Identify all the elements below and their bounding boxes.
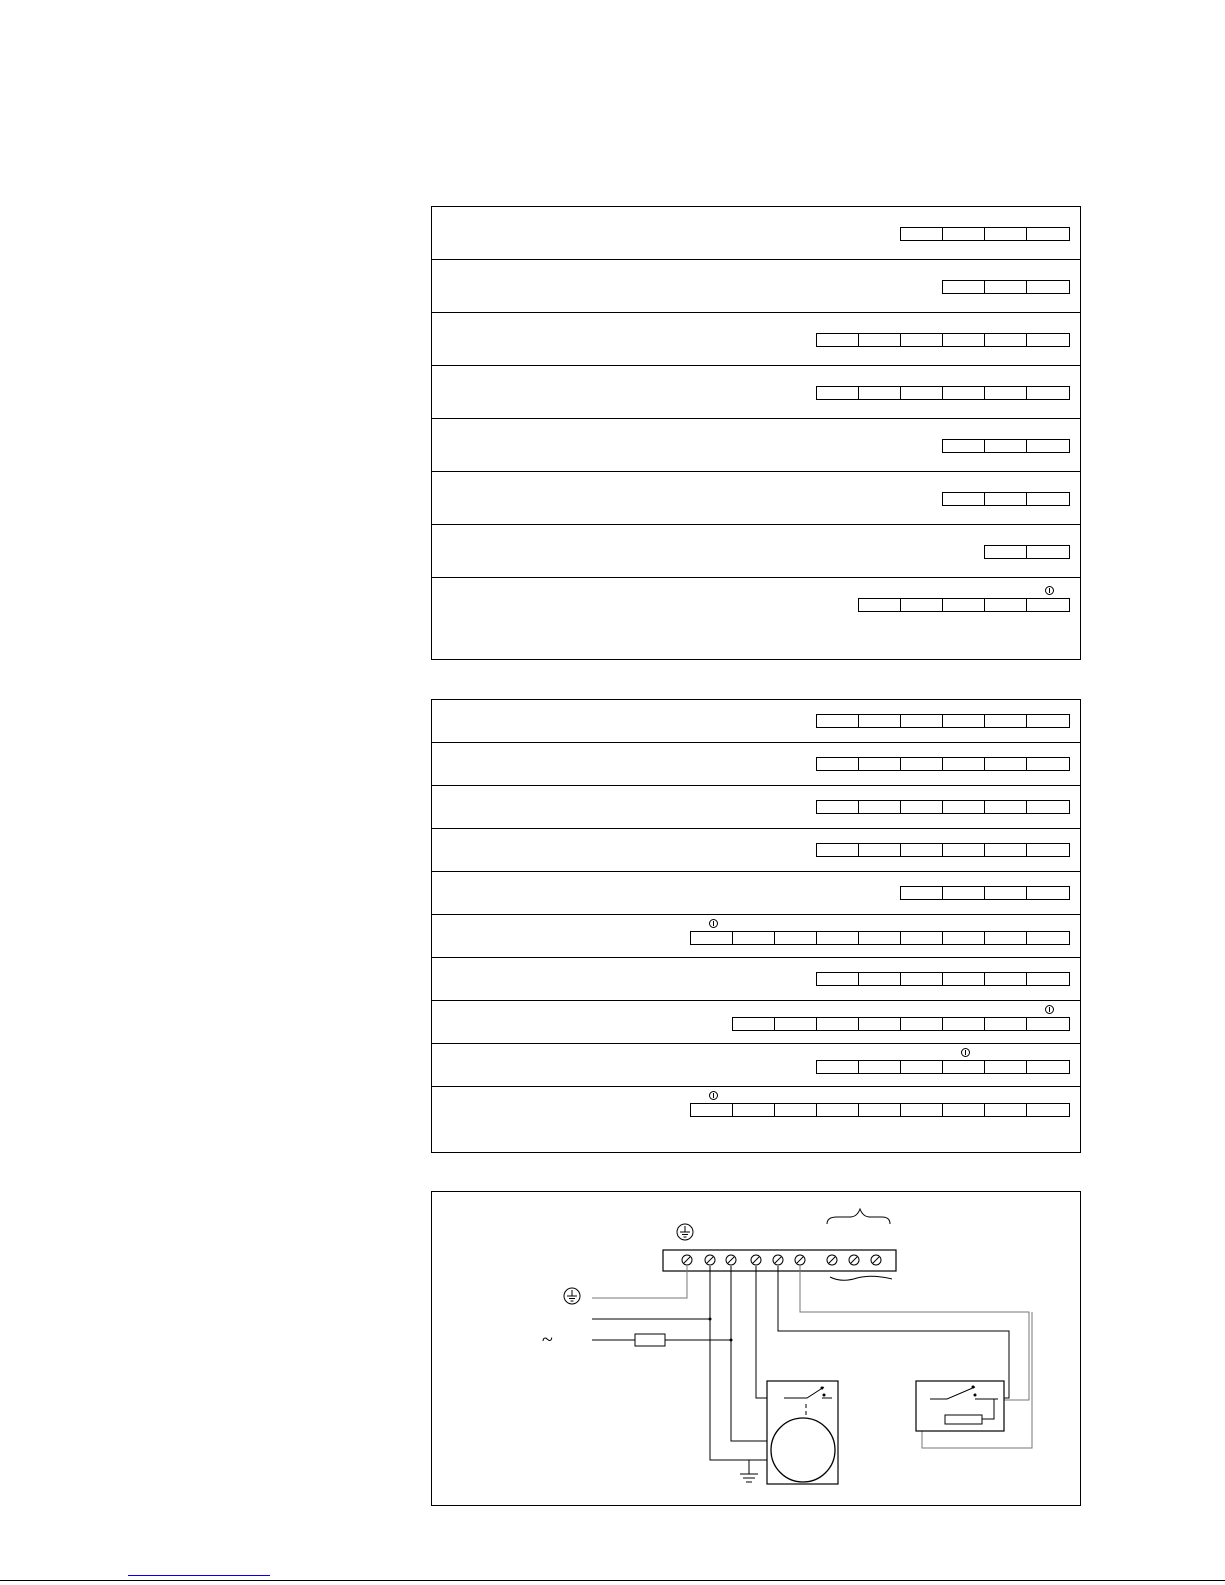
value-grid: [858, 598, 1070, 612]
spec-row: [432, 525, 1080, 578]
grid-cell: [901, 715, 943, 727]
value-grid: [816, 386, 1070, 400]
value-grid: [816, 333, 1070, 347]
value-grid: [984, 545, 1070, 559]
grid-cell: [859, 801, 901, 813]
grid-cell: [1027, 281, 1069, 293]
value-grid: [690, 1103, 1070, 1117]
grid-cell: [817, 387, 859, 399]
value-grid: [942, 439, 1070, 453]
grid-cell: [985, 887, 1027, 899]
grid-cell: [859, 758, 901, 770]
motor-ground-icon: [740, 1460, 758, 1482]
grid-cell: [859, 844, 901, 856]
grid-cell: [1027, 1104, 1069, 1116]
grid-cell: [859, 599, 901, 611]
grid-cell: [1027, 546, 1069, 558]
value-grid: [816, 757, 1070, 771]
spec-row: [432, 472, 1080, 525]
grid-cell: [943, 973, 985, 985]
grid-cell: [1027, 844, 1069, 856]
grid-cell: [775, 1018, 817, 1030]
grid-cell: [985, 228, 1027, 240]
specification-table-2: [431, 699, 1081, 1153]
grid-cell: [817, 715, 859, 727]
grid-cell: [1027, 493, 1069, 505]
grid-cell: [943, 715, 985, 727]
grid-cell: [817, 334, 859, 346]
value-grid: [900, 886, 1070, 900]
spec-row: [432, 313, 1080, 366]
grid-cell: [985, 334, 1027, 346]
spec-row: [432, 366, 1080, 419]
grid-cell: [1027, 387, 1069, 399]
grid-cell: [1027, 758, 1069, 770]
value-grid: [900, 227, 1070, 241]
grid-cell: [985, 973, 1027, 985]
terminal-screw-icon: [795, 1255, 805, 1265]
grid-cell: [985, 715, 1027, 727]
grid-cell: [985, 387, 1027, 399]
value-grid: [942, 492, 1070, 506]
grid-cell: [943, 1104, 985, 1116]
grid-cell: [817, 932, 859, 944]
marker-icon: [1045, 586, 1054, 595]
grid-cell: [901, 1061, 943, 1073]
grid-cell: [901, 387, 943, 399]
grid-cell: [1027, 715, 1069, 727]
grid-cell: [943, 801, 985, 813]
specification-table-1: [431, 206, 1081, 660]
value-grid: [690, 931, 1070, 945]
grid-cell: [859, 334, 901, 346]
value-grid: [816, 800, 1070, 814]
grid-cell: [733, 1104, 775, 1116]
fuse-icon: [635, 1334, 665, 1346]
grid-cell: [1027, 801, 1069, 813]
value-grid: [816, 714, 1070, 728]
spec-row: [432, 872, 1080, 915]
grid-cell: [901, 334, 943, 346]
grid-cell: [943, 387, 985, 399]
terminal-screw-icon: [682, 1255, 692, 1265]
spec-row: [432, 578, 1080, 657]
grid-cell: [1027, 440, 1069, 452]
spec-row: [432, 1044, 1080, 1087]
value-grid: [816, 843, 1070, 857]
ground-symbol-icon: [677, 1224, 693, 1240]
grid-cell: [859, 973, 901, 985]
grid-cell: [943, 228, 985, 240]
grid-cell: [1027, 228, 1069, 240]
terminal-screw-icon: [849, 1255, 859, 1265]
grid-cell: [901, 932, 943, 944]
grid-cell: [817, 801, 859, 813]
terminal-screw-icon: [726, 1255, 736, 1265]
grid-cell: [817, 973, 859, 985]
grid-cell: [859, 932, 901, 944]
grid-cell: [901, 801, 943, 813]
wiring-diagram-panel: [431, 1191, 1081, 1506]
grid-cell: [985, 493, 1027, 505]
control-wire-2: [800, 1266, 1029, 1400]
wiring-diagram: [432, 1192, 1082, 1507]
grid-cell: [1027, 334, 1069, 346]
grid-cell: [859, 1061, 901, 1073]
grid-cell: [985, 844, 1027, 856]
grid-cell: [943, 440, 985, 452]
spec-row: [432, 829, 1080, 872]
spec-row: [432, 260, 1080, 313]
marker-icon: [709, 1091, 718, 1100]
supply-ground-icon: [564, 1288, 580, 1304]
grid-cell: [985, 440, 1027, 452]
motor-icon: [771, 1418, 835, 1482]
grid-cell: [859, 715, 901, 727]
grid-cell: [943, 599, 985, 611]
terminal-screw-icon: [705, 1255, 715, 1265]
grid-cell: [985, 932, 1027, 944]
terminal-screw-icon: [827, 1255, 837, 1265]
grid-cell: [943, 281, 985, 293]
grid-cell: [775, 932, 817, 944]
grid-cell: [1027, 887, 1069, 899]
grid-cell: [859, 1104, 901, 1116]
grid-cell: [817, 1061, 859, 1073]
grid-cell: [943, 758, 985, 770]
footer-rule: [0, 1580, 1225, 1581]
grid-cell: [985, 758, 1027, 770]
grid-cell: [901, 844, 943, 856]
grid-cell: [985, 281, 1027, 293]
marker-icon: [961, 1048, 970, 1057]
grid-cell: [817, 758, 859, 770]
grid-cell: [1027, 599, 1069, 611]
ac-symbol-icon: ~: [542, 1329, 553, 1351]
spec-row: [432, 915, 1080, 958]
grid-cell: [1027, 1061, 1069, 1073]
grid-cell: [901, 758, 943, 770]
footer-link-underline[interactable]: [128, 1575, 270, 1576]
grid-cell: [985, 1061, 1027, 1073]
grid-cell: [817, 1018, 859, 1030]
grid-cell: [691, 932, 733, 944]
grid-cell: [901, 228, 943, 240]
grid-cell: [901, 599, 943, 611]
grid-cell: [901, 887, 943, 899]
grid-cell: [901, 973, 943, 985]
terminal-group-brace-top: [827, 1209, 890, 1224]
spec-row: [432, 743, 1080, 786]
terminal-screw-icon: [751, 1255, 761, 1265]
control-wire-1: [778, 1266, 1009, 1398]
grid-cell: [1027, 932, 1069, 944]
value-grid: [942, 280, 1070, 294]
terminal-group-brace-bottom: [830, 1276, 892, 1280]
value-grid: [732, 1017, 1070, 1031]
resistor-icon: [945, 1415, 982, 1424]
grid-cell: [943, 932, 985, 944]
grid-cell: [943, 1061, 985, 1073]
grid-cell: [691, 1104, 733, 1116]
marker-icon: [1045, 1005, 1054, 1014]
grid-cell: [985, 1104, 1027, 1116]
grid-cell: [901, 1104, 943, 1116]
grid-cell: [985, 599, 1027, 611]
grid-cell: [985, 801, 1027, 813]
terminal-screw-icon: [871, 1255, 881, 1265]
spec-row: [432, 419, 1080, 472]
spec-row: [432, 786, 1080, 829]
spec-row: [432, 207, 1080, 260]
grid-cell: [943, 844, 985, 856]
grid-cell: [859, 387, 901, 399]
grid-cell: [859, 1018, 901, 1030]
marker-icon: [709, 919, 718, 928]
grid-cell: [943, 887, 985, 899]
value-grid: [816, 1060, 1070, 1074]
grid-cell: [733, 932, 775, 944]
grid-cell: [985, 546, 1027, 558]
value-grid: [816, 972, 1070, 986]
grid-cell: [943, 1018, 985, 1030]
grid-cell: [775, 1104, 817, 1116]
spec-row: [432, 700, 1080, 743]
grid-cell: [985, 1018, 1027, 1030]
grid-cell: [1027, 973, 1069, 985]
grid-cell: [733, 1018, 775, 1030]
grid-cell: [901, 1018, 943, 1030]
grid-cell: [943, 334, 985, 346]
spec-row: [432, 1001, 1080, 1044]
spec-row: [432, 1087, 1080, 1154]
grid-cell: [817, 844, 859, 856]
terminal-screw-icon: [773, 1255, 783, 1265]
spec-row: [432, 958, 1080, 1001]
grid-cell: [817, 1104, 859, 1116]
grid-cell: [943, 493, 985, 505]
grid-cell: [1027, 1018, 1069, 1030]
